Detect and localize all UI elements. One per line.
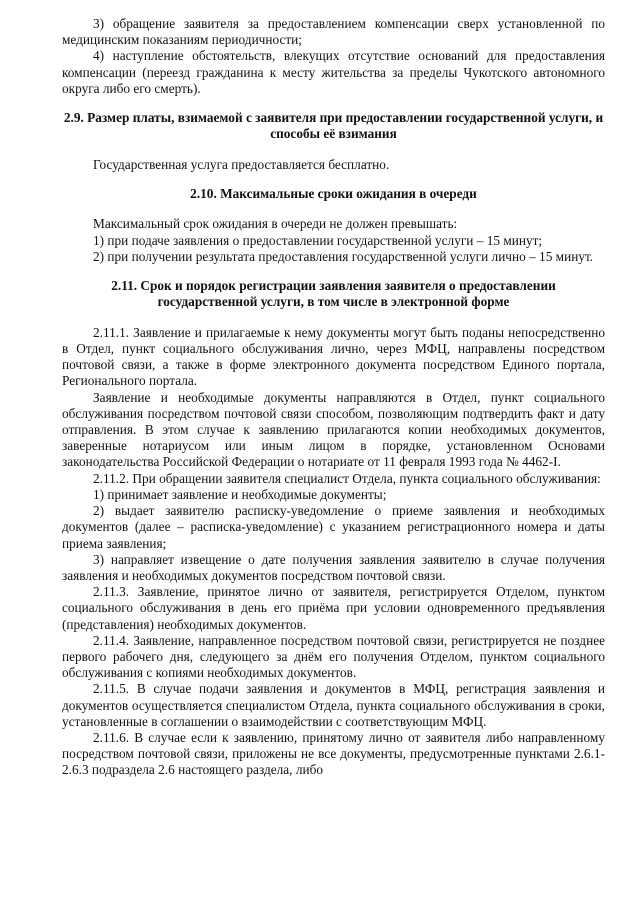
paragraph-queue-item-2: 2) при получении результата предоставления государственной услуги лично – 15 минут.	[93, 248, 594, 264]
section-2-11-body	[62, 325, 605, 779]
paragraph-intro-item-3: 3) обращение заявителя за предоставлением компенсации сверх установленной по медицинским показаниям периодичности;	[62, 16, 605, 48]
paragraph-2-11-2: 2.11.2. При обращении заявителя специалист Отдела, пункта социального обслуживания:	[93, 470, 601, 486]
paragraph-mail-submission: Заявление и необходимые документы направляются в Отдел, пункт социального обслуживания посредством почтовой связи способом, позволяющим подтвердить факт и дату отправления. В этом случае к заявлению прилагаются копии необходимых документов, заверенные нотариусом или иным лицом в порядке, установленном Основами законодательства Российской Федерации о нотариате от 11 февраля 1993 года № 4462-I.	[62, 389, 605, 470]
paragraph-2-11-2-item-2: 2) выдает заявителю расписку-уведомление о приеме заявления и необходимых документов (далее – расписка-уведомление) с указанием регистрационного номера и даты приема заявления;	[62, 503, 605, 551]
paragraph-2-11-6: 2.11.6. В случае если к заявлению, принятому лично от заявителя либо направленному посредством почтовой связи, приложены не все документы, предусмотренные пунктами 2.6.1-2.6.3 подраздела 2.6 настоящего раздела, либо	[62, 729, 605, 778]
document-body	[62, 16, 605, 779]
paragraph-free-of-charge: Государственная услуга предоставляется бесплатно.	[93, 156, 390, 172]
section-heading-2-10: 2.10. Максимальные сроки ожидания в очереди	[190, 186, 477, 202]
paragraph-2-11-2-item-3: 3) направляет извещение о дате получения заявления заявителю в случае получения заявления и необходимых документов посредством почтовой связи.	[62, 551, 605, 583]
paragraph-2-11-2-item-1: 1) принимает заявление и необходимые документы;	[93, 486, 387, 502]
paragraph-queue-item-1: 1) при подаче заявления о предоставлении государственной услуги – 15 минут;	[93, 232, 543, 248]
paragraph-queue-lead: Максимальный срок ожидания в очереди не должен превышать:	[93, 216, 458, 232]
paragraph-2-11-4: 2.11.4. Заявление, направленное посредством почтовой связи, регистрируется не позднее первого рабочего дня, следующего за днём его получения Отделом, пунктом социального обслуживания с копиями необходимых документов.	[62, 632, 605, 681]
section-heading-2-11: 2.11. Срок и порядок регистрации заявления заявителя о предоставлении государственной услуги, в том числе в электронной форме	[111, 278, 556, 310]
paragraph-2-11-5: 2.11.5. В случае подачи заявления и документов в МФЦ, регистрация заявления и документов осуществляется специалистом Отдела, пункта социального обслуживания в сроки, установленные в соглашении о взаимодействии с соответствующим МФЦ.	[62, 681, 605, 729]
paragraph-intro-item-4: 4) наступление обстоятельств, влекущих отсутствие оснований для предоставления компенсации (переезд гражданина к месту жительства за пределы Чукотского автономного округа либо его смерть).	[62, 48, 605, 96]
paragraph-2-11-1: 2.11.1. Заявление и прилагаемые к нему документы могут быть поданы непосредственно в Отдел, пункт социального обслуживания лично, через МФЦ, направлены посредством почтовой связи, а также в форме электронного документа посредством Единого портала, Регионального портала.	[62, 324, 605, 389]
paragraph-2-11-3: 2.11.3. Заявление, принятое лично от заявителя, регистрируется Отделом, пунктом социального обслуживания в день его приёма при условии одновременного предъявления (представления) необходимых документов.	[62, 584, 605, 632]
section-heading-2-9: 2.9. Размер платы, взимаемой с заявителя при предоставлении государственной услуги, и способы её взимания	[63, 110, 604, 142]
